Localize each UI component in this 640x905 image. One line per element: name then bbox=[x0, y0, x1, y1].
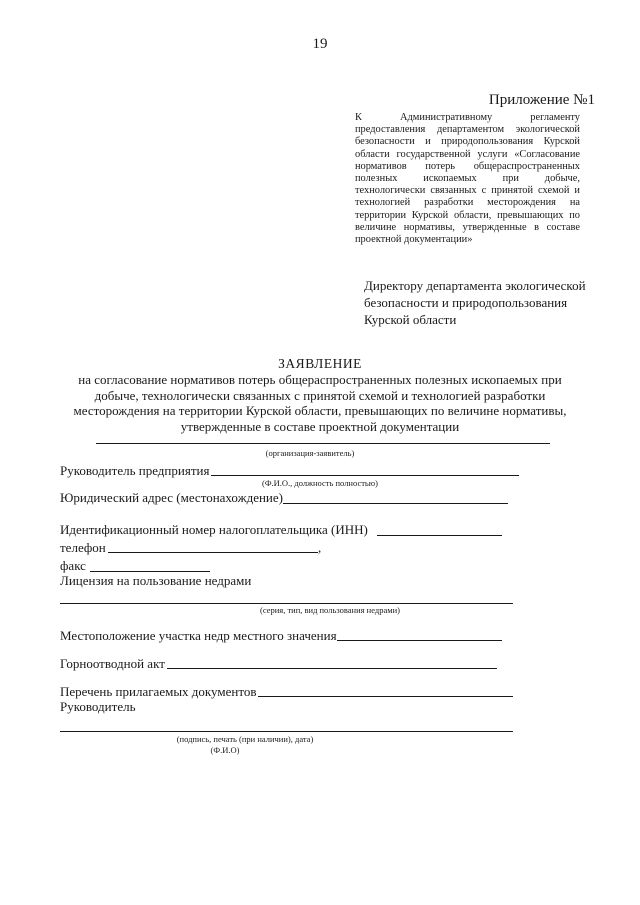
director-label: Руководитель bbox=[60, 699, 136, 714]
mining-act-label: Горноотводной акт bbox=[60, 656, 165, 671]
org-applicant-caption: (организация-заявитель) bbox=[265, 448, 355, 458]
document-title: ЗАЯВЛЕНИЕ bbox=[278, 356, 362, 371]
license-caption: (серия, тип, вид пользования недрами) bbox=[260, 605, 400, 615]
org-applicant-field[interactable] bbox=[96, 443, 550, 444]
head-field[interactable] bbox=[211, 475, 519, 476]
document-subtitle: на согласование нормативов потерь общераспространенных полезных ископаемых при добыче, технологически связанных с принятой схемой и технологией разработки месторождения на территории Курской области, превышающих по величине нормативы, утвержденные в составе проектной документации bbox=[73, 372, 567, 434]
addressee-block: Директору департамента экологической безопасности и природопользования Курской области bbox=[364, 278, 586, 327]
location-field[interactable] bbox=[337, 640, 502, 641]
appendix-note: К Административному регламенту предоставления департаментом экологической безопасности и природопользования Курской области государственной услуги «Согласование нормативов потерь общераспространенных полезных ископаемых при добыче, технологически связанных с принятой схемой и технологией разработки месторождения на территории Курской области, превышающих по величине нормативы, утвержденные в составе проектной документации» bbox=[355, 112, 580, 246]
head-label: Руководитель предприятия bbox=[60, 463, 210, 478]
address-label: Юридический адрес (местонахождение) bbox=[60, 490, 283, 505]
address-field[interactable] bbox=[283, 503, 508, 504]
inn-field[interactable] bbox=[377, 535, 502, 536]
license-label: Лицензия на пользование недрами bbox=[60, 573, 252, 588]
mining-act-field[interactable] bbox=[167, 668, 497, 669]
attachments-label: Перечень прилагаемых документов bbox=[60, 684, 257, 699]
fax-field[interactable] bbox=[90, 571, 210, 572]
inn-label: Идентификационный номер налогоплательщика (ИНН) bbox=[60, 522, 368, 537]
head-caption: (Ф.И.О., должность полностью) bbox=[261, 478, 378, 488]
license-field[interactable] bbox=[60, 603, 513, 604]
phone-label: телефон bbox=[60, 540, 106, 555]
page-number: 19 bbox=[312, 36, 328, 52]
attachments-field[interactable] bbox=[258, 696, 513, 697]
name-caption: (Ф.И.О) bbox=[210, 745, 240, 755]
signature-caption: (подпись, печать (при наличии), дата) bbox=[176, 734, 314, 744]
fax-label: факс bbox=[60, 558, 86, 573]
appendix-title: Приложение №1 bbox=[488, 92, 595, 108]
location-label: Местоположение участка недр местного значения bbox=[60, 628, 337, 643]
signature-field[interactable] bbox=[60, 731, 513, 732]
phone-field[interactable] bbox=[108, 552, 318, 553]
phone-suffix: , bbox=[318, 540, 322, 555]
